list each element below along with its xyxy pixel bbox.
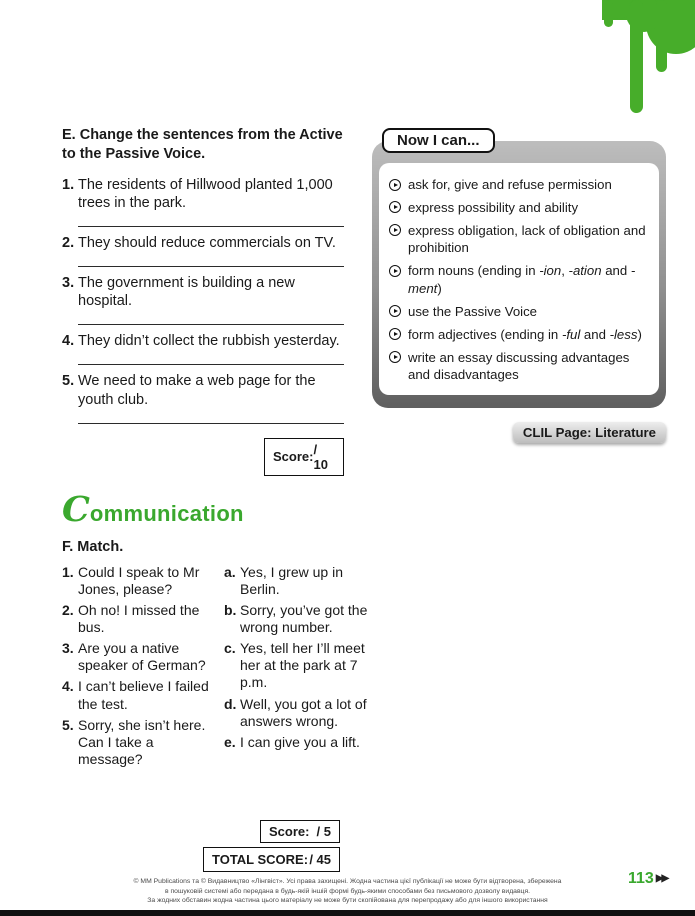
now-i-can-item [389, 176, 649, 194]
now-i-can-text: express possibility and ability [408, 199, 579, 215]
now-i-can-text: form nouns (ending in -ion, -ation and -ment) [408, 263, 636, 297]
match-text: Yes, tell her I’ll meet her at the park at 7 p.m. [240, 640, 365, 691]
match-item [224, 640, 384, 691]
now-i-can-frame [372, 141, 666, 408]
match-text: Are you a native speaker of German? [78, 640, 206, 674]
item-number: 1. [62, 176, 75, 193]
match-item [224, 602, 384, 636]
score-label: Score: [273, 449, 314, 465]
clil-row [372, 422, 666, 443]
bottom-edge-bar [0, 910, 695, 916]
match-key: b. [224, 602, 237, 619]
now-i-can-item [389, 349, 649, 385]
match-responses [224, 564, 384, 772]
item-text: They didn’t collect the rubbish yesterday. [78, 333, 340, 350]
answer-line [78, 212, 344, 227]
now-i-can-item [389, 326, 649, 344]
now-i-can-item [389, 262, 649, 298]
exercise-item [62, 332, 344, 350]
now-i-can-item [389, 199, 649, 217]
footer-copyright [0, 877, 695, 906]
item-number: 3. [62, 275, 75, 292]
match-key: 1. [62, 564, 74, 580]
item-text: The government is building a new hospital. [78, 275, 295, 310]
now-i-can-item [389, 303, 649, 321]
now-i-can-box [372, 128, 666, 443]
answer-line [78, 350, 344, 365]
bullet-play-icon [389, 265, 401, 277]
bullet-play-icon [389, 201, 401, 213]
match-text: Sorry, she isn’t here. Can I take a message? [78, 716, 206, 767]
page-number-text: 113 [628, 870, 654, 887]
match-text: Could I speak to Mr Jones, please? [78, 564, 200, 598]
paint-splash-icon [580, 0, 695, 125]
now-i-can-title: Now I can... [382, 128, 495, 153]
footer-line: За жодних обставин жодна частина цього матеріалу не може бути скопійована для перепродажу або для іншого використання [147, 897, 548, 905]
now-i-can-list [389, 176, 649, 384]
footer-line: © MM Publications та © Видавництво «Лінгвіст». Усі права захищені. Жодна частина цієї публікації не може бути відтворена, збережена [133, 878, 562, 886]
heading-rest: ommunication [89, 501, 244, 526]
match-text: Oh no! I missed the bus. [78, 602, 200, 636]
bullet-play-icon [389, 328, 401, 340]
exercise-e-section [62, 126, 344, 476]
match-text: I can give you a lift. [240, 733, 360, 750]
now-i-can-text: write an essay discussing advantages and disadvantages [408, 349, 630, 383]
bullet-play-icon [389, 179, 401, 191]
bullet-play-icon [389, 351, 401, 363]
match-item [62, 717, 214, 768]
score-box-exercise-f [260, 820, 340, 843]
heading-initial: C [62, 489, 90, 530]
match-key: 5. [62, 716, 74, 733]
exercise-item [62, 372, 344, 408]
exercise-e-title: E. Change the sentences from the Active to the Passive Voice. [62, 127, 343, 162]
now-i-can-text: express obligation, lack of obligation and prohibition [408, 222, 646, 256]
communication-section [62, 489, 394, 772]
exercise-item [62, 274, 344, 310]
exercise-f-title: F. Match. [62, 539, 124, 555]
answer-line [78, 252, 344, 267]
total-score-box [203, 847, 340, 872]
item-text: The residents of Hillwood planted 1,000 trees in the park. [78, 176, 333, 211]
match-key: e. [224, 733, 236, 750]
match-key: 2. [62, 602, 74, 619]
match-key: c. [224, 640, 236, 657]
score-box-exercise-e [264, 438, 344, 476]
match-item [224, 734, 384, 751]
bullet-play-icon [389, 224, 401, 236]
exercise-e-items [62, 176, 344, 424]
now-i-can-text: use the Passive Voice [408, 303, 538, 319]
total-score-label: TOTAL SCORE: [212, 852, 309, 867]
answer-line [78, 409, 344, 424]
match-key: 3. [62, 640, 74, 657]
score-value: / 10 [313, 441, 328, 472]
footer-line: в пошуковій системі або передана в будь-якій іншій формі будь-якими способами без письмового дозволу видавця. [164, 887, 531, 895]
fast-forward-icon: ▶▶ [655, 873, 668, 884]
paint-splash-graphic [580, 0, 695, 125]
match-item [224, 696, 384, 730]
total-score-value: / 45 [309, 852, 331, 867]
now-i-can-panel [379, 163, 659, 395]
item-number: 4. [62, 333, 75, 350]
match-text: Yes, I grew up in Berlin. [240, 564, 343, 598]
now-i-can-text: form adjectives (ending in -ful and -less) [408, 326, 642, 342]
match-item [62, 564, 214, 598]
match-text: Well, you got a lot of answers wrong. [240, 695, 367, 729]
match-text: Sorry, you’ve got the wrong number. [240, 602, 368, 636]
match-text: I can’t believe I failed the test. [78, 678, 209, 712]
score-value: / 5 [316, 824, 331, 839]
now-i-can-item [389, 222, 649, 258]
exercise-item [62, 234, 344, 252]
answer-line [78, 310, 344, 325]
now-i-can-text: ask for, give and refuse permission [408, 177, 612, 192]
bullet-play-icon [389, 305, 401, 317]
item-text: We need to make a web page for the youth club. [78, 373, 316, 408]
match-key: a. [224, 564, 236, 580]
match-item [62, 602, 214, 636]
communication-heading [62, 489, 394, 530]
match-item [62, 640, 214, 674]
score-label: Score: [269, 824, 310, 839]
match-key: 4. [62, 678, 74, 695]
item-number: 5. [62, 373, 75, 390]
item-number: 2. [62, 234, 75, 251]
match-prompts [62, 564, 214, 772]
match-item [224, 564, 384, 598]
match-item [62, 678, 214, 712]
match-key: d. [224, 695, 237, 712]
exercise-item [62, 176, 344, 212]
clil-page-badge: CLIL Page: Literature [513, 422, 666, 443]
match-columns [62, 564, 394, 772]
item-text: They should reduce commercials on TV. [78, 234, 336, 251]
